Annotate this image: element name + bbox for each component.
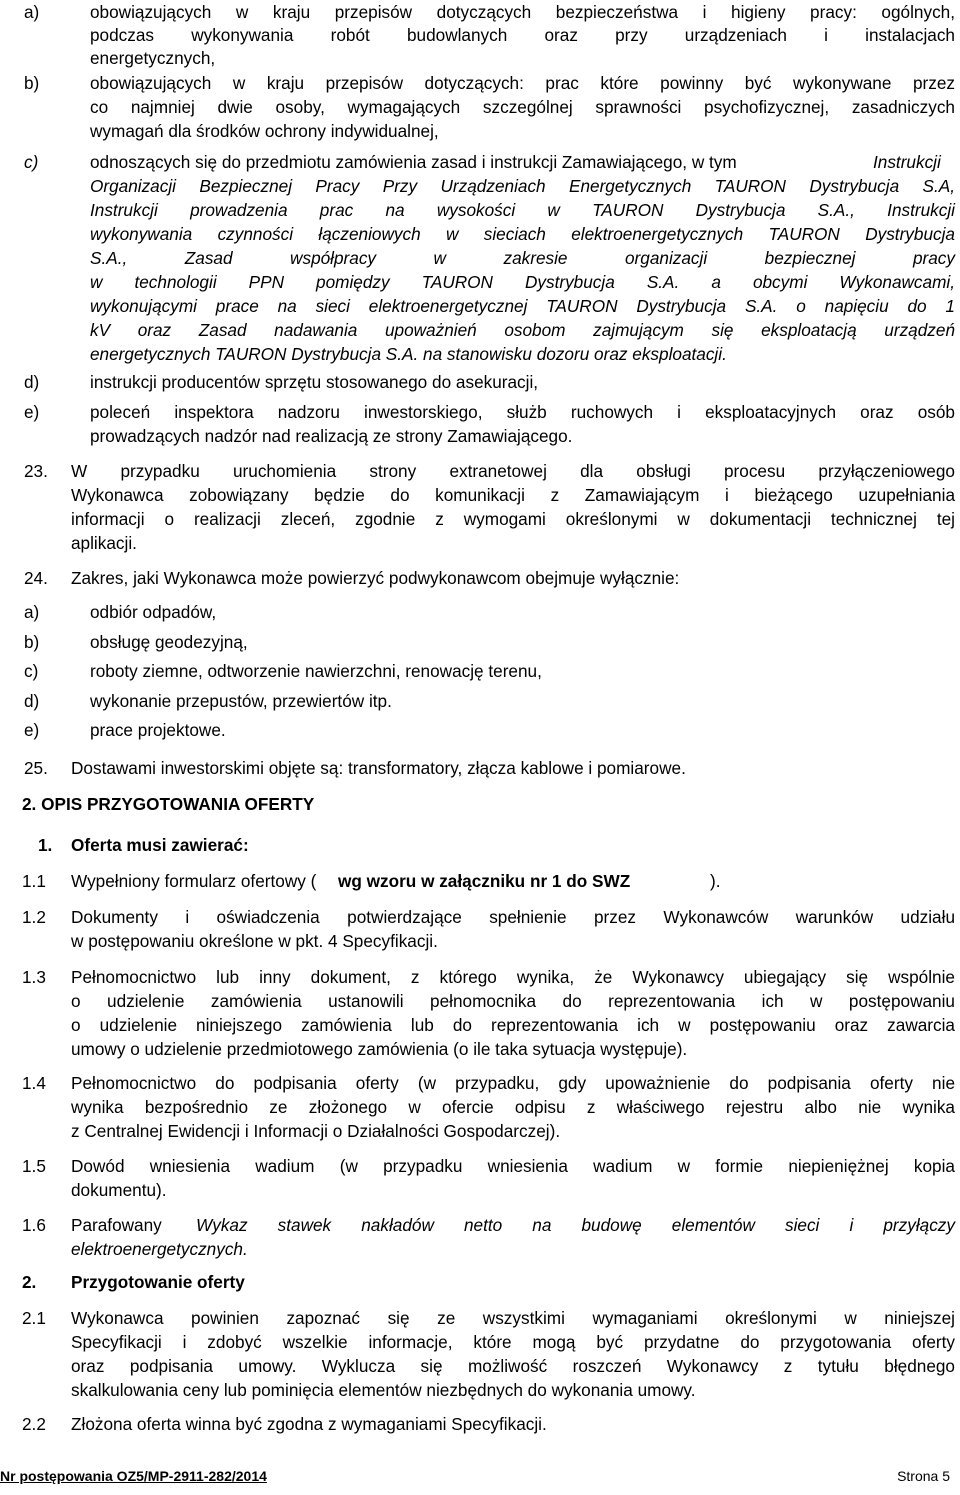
text-line: b): [24, 73, 40, 93]
text-line: poleceń inspektora nadzoru inwestorskiego, służb ruchowych i eksploatacyjnych oraz osób: [90, 402, 955, 422]
text-line: b): [24, 632, 40, 652]
text-line: Instrukcji: [873, 152, 941, 172]
text-line: Dokumenty i oświadczenia potwierdzające spełnienie przez Wykonawców warunków udziału: [71, 907, 955, 927]
text-line: aplikacji.: [71, 533, 137, 553]
text-line: Przygotowanie oferty: [71, 1272, 245, 1292]
text-line: 24.: [24, 568, 48, 588]
text-line: Dowód wniesienia wadium (w przypadku wniesienia wadium w formie niepieniężnej kopia: [71, 1156, 955, 1176]
text-line: ).: [710, 871, 721, 891]
text-line: wynika bezpośrednio ze złożonego w ofercie odpisu z właściwego rejestru albo nie wynika: [71, 1097, 955, 1117]
text-line: obowiązujących w kraju przepisów dotyczących: prac które powinny być wykonywane przez: [90, 73, 955, 93]
text-line: w postępowaniu określone w pkt. 4 Specyfikacji.: [71, 931, 438, 951]
text-line: o udzielenie zamówienia ustanowili pełnomocnika do reprezentowania ich w postępowaniu: [71, 991, 955, 1011]
text-line: Organizacji Bezpiecznej Pracy Przy Urządzeniach Energetycznych TAURON Dystrybucja S.A,: [90, 176, 955, 196]
text-line: 1.3: [22, 967, 46, 987]
text-line: 2.1: [22, 1308, 46, 1328]
text-line: Pełnomocnictwo do podpisania oferty (w przypadku, gdy upoważnienie do podpisania oferty nie: [71, 1073, 955, 1093]
text-line: a): [24, 2, 40, 22]
text-line: elektroenergetycznych.: [71, 1239, 248, 1259]
text-line: obowiązujących w kraju przepisów dotyczących bezpieczeństwa i higieny pracy: ogólnych,: [90, 2, 955, 22]
text-line: Specyfikacji i zdobyć wszelkie informacje, które mogą być przydatne do przygotowania oferty: [71, 1332, 955, 1352]
text-line: 1.: [38, 835, 53, 855]
text-line: 25.: [24, 758, 48, 778]
text-line: wykonującymi prace na sieci elektroenergetycznej TAURON Dystrybucja S.A. o napięciu do 1: [90, 296, 955, 316]
text-line: energetycznych TAURON Dystrybucja S.A. na stanowisku dozoru oraz eksploatacji.: [90, 344, 727, 364]
text-line: oraz podpisania umowy. Wyklucza się możliwość roszczeń Wykonawcy z tytułu błędnego: [71, 1356, 955, 1376]
text-line: instrukcji producentów sprzętu stosowanego do asekuracji,: [90, 372, 539, 392]
text-line: c): [24, 661, 39, 681]
page-number: Strona 5: [897, 1468, 950, 1484]
text-line: odbiór odpadów,: [90, 602, 217, 622]
text-line: roboty ziemne, odtworzenie nawierzchni, renowację terenu,: [90, 661, 542, 681]
text-line: d): [24, 372, 40, 392]
text-line: 1.6: [22, 1215, 46, 1235]
text-line: 1.2: [22, 907, 46, 927]
text-line: 1.4: [22, 1073, 46, 1093]
text-line: e): [24, 720, 40, 740]
text-line: Instrukcji prowadzenia prac na wysokości w TAURON Dystrybucja S.A., Instrukcji: [90, 200, 955, 220]
text-line: Wykonawca powinien zapoznać się ze wszystkimi wymaganiami określonymi w niniejszej: [71, 1308, 955, 1328]
text-line: dokumentu).: [71, 1180, 167, 1200]
text-line: Dostawami inwestorskimi objęte są: transformatory, złącza kablowe i pomiarowe.: [71, 758, 686, 778]
text-line: Oferta musi zawierać:: [71, 835, 249, 855]
text-line: Pełnomocnictwo lub inny dokument, z którego wynika, że Wykonawcy ubiegający się wspólnie: [71, 967, 955, 987]
text-line: wykonanie przepustów, przewiertów itp.: [90, 691, 392, 711]
text-line: wymagań dla środków ochrony indywidualnej,: [90, 121, 439, 141]
text-line: Złożona oferta winna być zgodna z wymaganiami Specyfikacji.: [71, 1414, 547, 1434]
text-line: a): [24, 602, 40, 622]
text-line: informacji o realizacji zleceń, zgodnie z wymogami określonymi w dokumentacji technicznej tej: [71, 509, 955, 529]
text-line: obsługę geodezyjną,: [90, 632, 248, 652]
text-line: w technologii PPN pomiędzy TAURON Dystrybucja S.A. a obcymi Wykonawcami,: [90, 272, 955, 292]
text-line: prowadzących nadzór nad realizacją ze strony Zamawiającego.: [90, 426, 573, 446]
text-line: kV oraz Zasad nadawania upoważnień osobom zajmującym się eksploatacją urządzeń: [90, 320, 955, 340]
text-line: wg wzoru w załączniku nr 1 do SWZ: [338, 871, 631, 891]
text-line: d): [24, 691, 40, 711]
text-line: wykonywania czynności łączeniowych w sieciach elektroenergetycznych TAURON Dystrybucja: [90, 224, 955, 244]
text-line: Zakres, jaki Wykonawca może powierzyć podwykonawcom obejmuje wyłącznie:: [71, 568, 680, 588]
text-line: skalkulowania ceny lub pominięcia elementów niezbędnych do wykonania umowy.: [71, 1380, 696, 1400]
text-line: Parafowany: [71, 1215, 162, 1235]
procedure-number: Nr postępowania OZ5/MP-2911-282/2014: [0, 1468, 267, 1484]
text-line: 2.2: [22, 1414, 46, 1434]
text-line: 1.5: [22, 1156, 46, 1176]
text-line: W przypadku uruchomienia strony extranetowej dla obsługi procesu przyłączeniowego: [71, 461, 955, 481]
text-line: o udzielenie niniejszego zamówienia lub do reprezentowania ich w postępowaniu oraz zawarcia: [71, 1015, 955, 1035]
text-line: Wykaz stawek nakładów netto na budowę elementów sieci i przyłączy: [196, 1215, 955, 1235]
text-line: 1.1: [22, 871, 46, 891]
text-line: Wypełniony formularz ofertowy (: [71, 871, 317, 891]
text-line: 2.: [22, 1272, 37, 1292]
text-line: 2. OPIS PRZYGOTOWANIA OFERTY: [22, 794, 315, 814]
text-line: prace projektowe.: [90, 720, 226, 740]
text-line: c): [24, 152, 39, 172]
text-line: umowy o udzielenie przedmiotowego zamówienia (o ile taka sytuacja występuje).: [71, 1039, 688, 1059]
text-line: 23.: [24, 461, 48, 481]
text-line: energetycznych,: [90, 48, 216, 68]
text-line: z Centralnej Ewidencji i Informacji o Działalności Gospodarczej).: [71, 1121, 561, 1141]
text-line: Wykonawca zobowiązany będzie do komunikacji z Zamawiającym i bieżącego uzupełniania: [71, 485, 955, 505]
text-line: e): [24, 402, 40, 422]
text-line: odnoszących się do przedmiotu zamówienia zasad i instrukcji Zamawiającego, w tym: [90, 152, 737, 172]
text-line: S.A., Zasad współpracy w zakresie organizacji bezpiecznej pracy: [90, 248, 955, 268]
text-line: co najmniej dwie osoby, wymagających szczególnej sprawności psychofizycznej, zasadniczych: [90, 97, 955, 117]
text-line: podczas wykonywania robót budowlanych oraz przy urządzeniach i instalacjach: [90, 25, 955, 45]
